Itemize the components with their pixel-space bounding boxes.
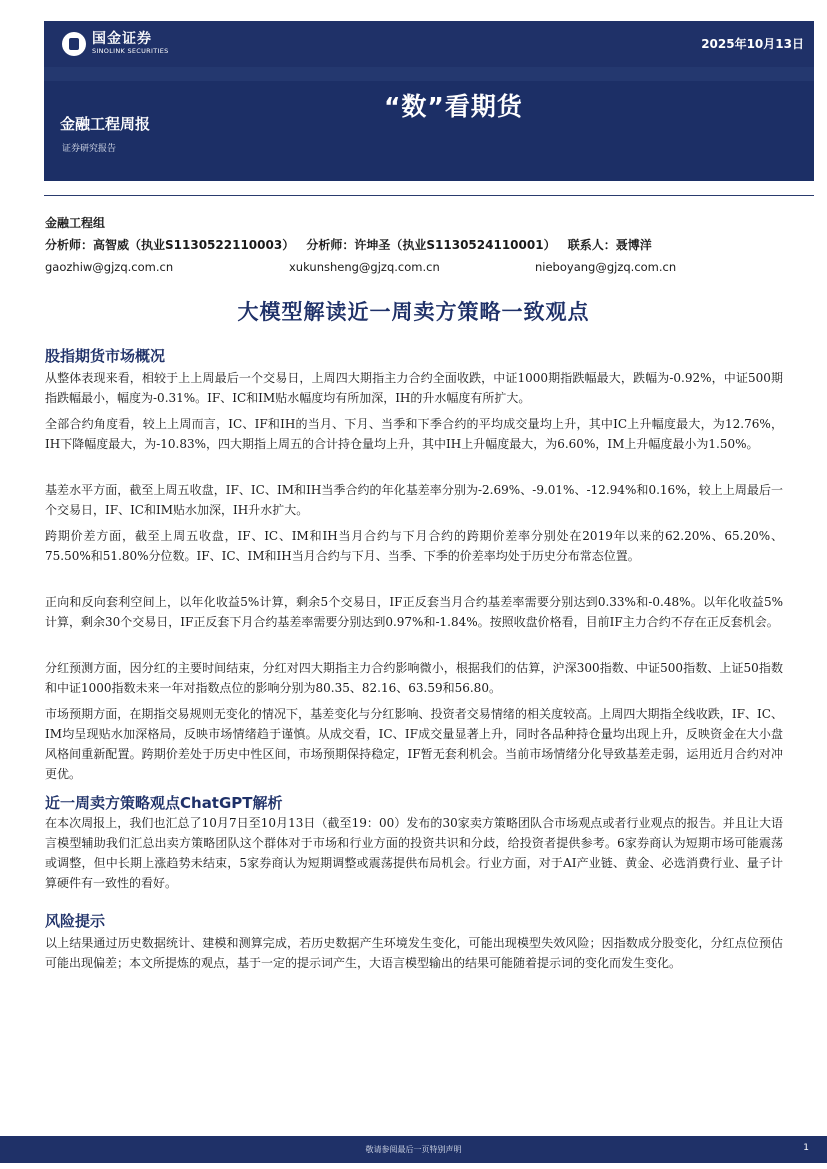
header-divider — [44, 195, 814, 196]
email-line — [45, 260, 815, 276]
section-title-chatgpt-analysis: 近一周卖方策略观点ChatGPT解析 — [45, 794, 283, 812]
paragraph-dividend-forecast: 分红预测方面，因分红的主要时间结束，分红对四大期指主力合约影响微小，根据我们的估算，沪深300指数、中证500指数、上证50指数和中证1000指数未来一年对指数点位的影响分别为80.35、82.16、63.59和56.80。 — [45, 661, 783, 695]
contact-person: 联系人：聂博洋 — [567, 238, 652, 252]
paragraph-risk-warning: 以上结果通过历史数据统计、建模和测算完成，若历史数据产生环境发生变化，可能出现模型失效风险；因指数成分股变化，分红点位预估可能出现偏差；本文所提炼的观点，基于一定的提示词产生，大语言模型输出的结果可能随着提示词的变化而发生变化。 — [45, 936, 783, 970]
paragraph-market-expectation: 市场预期方面，在期指交易规则无变化的情况下，基差变化与分红影响、投资者交易情绪的相关度较高。上周四大期指全线收跌，IF、IC、IM均呈现贴水加深格局，反映市场情绪趋于谨慎。从成交看，IC、IF成交量显著上升，同时各品种持仓量均出现上升，反映资金在大小盘风格间重新配置。跨期价差处于历史中性区间，市场预期保持稳定，IF暂无套利机会。当前市场情绪分化导致基差走弱，运用近月合约对冲更优。 — [45, 707, 783, 781]
company-logo — [62, 28, 169, 60]
paragraph-overall-performance: 从整体表现来看，相较于上上周最后一个交易日，上周四大期指主力合约全面收跌，中证1000期指跌幅最大，跌幅为-0.92%，中证500期指跌幅最小，幅度为-0.31%。IF、IC和IM贴水幅度均有所加深，IH的升水幅度有所扩大。 — [45, 371, 783, 405]
logo-icon — [62, 32, 86, 56]
research-group: 金融工程组 — [45, 216, 106, 230]
email-3[interactable]: nieboyang@gjzq.com.cn — [535, 260, 677, 274]
report-subtitle: 证券研究报告 — [62, 144, 117, 154]
main-headline: 大模型解读近一周卖方策略一致观点 — [237, 300, 590, 324]
footer-disclaimer[interactable]: 敬请参阅最后一页特别声明 — [365, 1145, 462, 1154]
paragraph-calendar-spread: 跨期价差方面，截至上周五收盘，IF、IC、IM和IH当月合约与下月合约的跨期价差率分别处在2019年以来的62.20%、65.20%、75.50%和51.80%分位数。IF、IC、IM和IH当月合约与下月、当季、下季的价差率均处于历史分布常态位置。 — [45, 529, 783, 563]
paragraph-arbitrage-space: 正向和反向套利空间上，以年化收益5%计算，剩余5个交易日，IF正反套当月合约基差率需要分别达到0.33%和-0.48%。以年化收益5%计算，剩余30个交易日，IF正反套下月合约基差率需要分别达到0.97%和-1.84%。按照收盘价格看，目前IF主力合约不存在正反套机会。 — [45, 595, 783, 629]
analyst-2: 分析师：许坤圣（执业S1130524110001） — [306, 238, 556, 252]
analyst-line — [45, 236, 815, 253]
paragraph-basis-level: 基差水平方面，截至上周五收盘，IF、IC、IM和IH当季合约的年化基差率分别为-2.69%、-9.01%、-12.94%和0.16%，较上上周最后一个交易日，IF、IC和IM贴水加深，IH升水扩大。 — [45, 483, 783, 517]
paragraph-contract-volume: 全部合约角度看，较上上周而言，IC、IF和IH的当月、下月、当季和下季合约的平均成交量均上升，其中IC上升幅度最大，为12.76%，IH下降幅度最大，为-10.83%，四大期指上周五的合计持仓量均上升，其中IH上升幅度最大，为6.60%，IM上升幅度最小为1.50%。 — [45, 417, 783, 451]
report-type: 金融工程周报 — [60, 115, 151, 133]
report-title: “数”看期货 — [384, 92, 523, 121]
email-1[interactable]: gaozhiw@gjzq.com.cn — [45, 260, 174, 274]
page-number: 1 — [803, 1143, 809, 1153]
logo-en-text: SINOLINK SECURITIES — [92, 47, 169, 55]
logo-cn-text: 国金证券 — [92, 31, 152, 47]
section-title-market-overview: 股指期货市场概况 — [45, 347, 166, 365]
paragraph-chatgpt-summary: 在本次周报上，我们也汇总了10月7日至10月13日（截至19：00）发布的30家卖方策略团队合市场观点或者行业观点的报告。并且让大语言模型辅助我们汇总出卖方策略团队这个群体对于市场和行业方面的投资共识和分歧，给投资者提供参考。6家券商认为短期市场可能震荡或调整，但中长期上涨趋势未结束，5家券商认为短期调整或震荡提供布局机会。行业方面，对于AI产业链、黄金、必选消费行业、量子计算硬件有一致性的看好。 — [45, 816, 783, 890]
report-header — [44, 21, 814, 181]
email-2[interactable]: xukunsheng@gjzq.com.cn — [289, 260, 440, 274]
analyst-1: 分析师：高智威（执业S1130522110003） — [45, 238, 295, 252]
report-date: 2025年10月13日 — [701, 37, 804, 51]
section-title-risk: 风险提示 — [45, 912, 106, 930]
